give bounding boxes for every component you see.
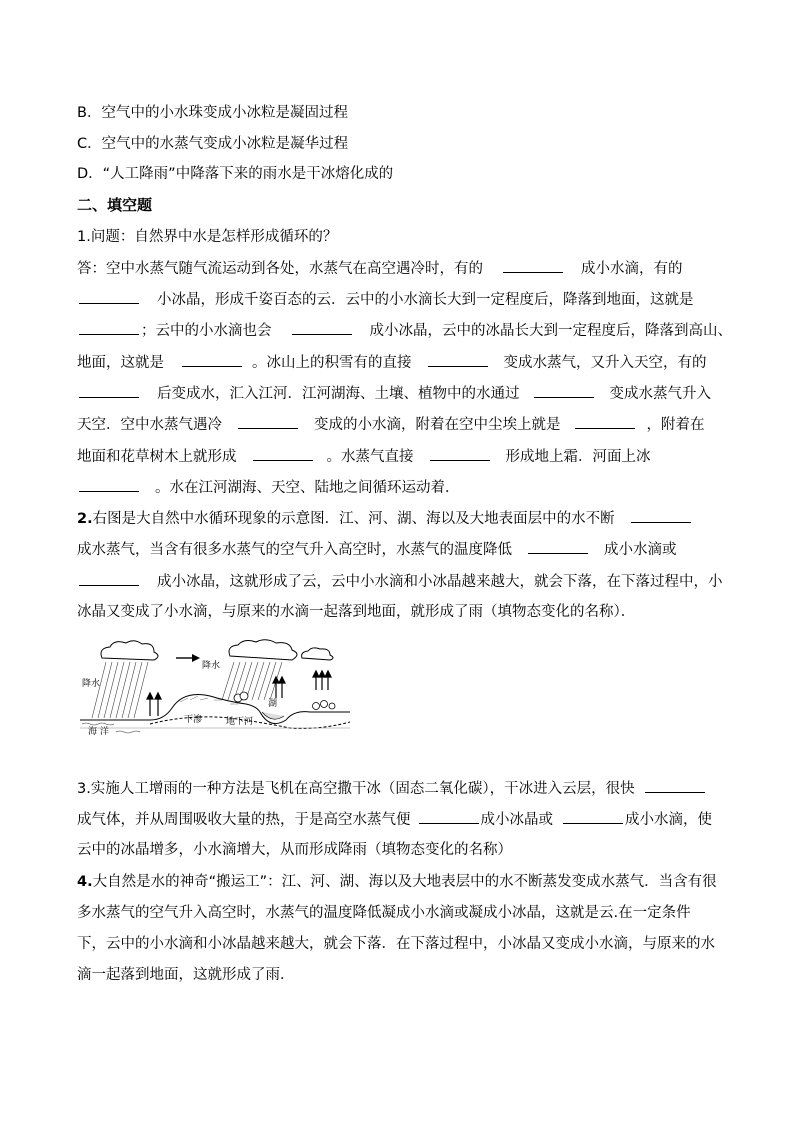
q4-text: 大自然是水的神奇“搬运工”：江、河、湖、海以及大地表层中的水不断蒸发变成水蒸气．当含有很 [92, 874, 717, 890]
q1-text: 地面和花草树木上就形成 [77, 449, 237, 465]
q1-text: 成小冰晶，云中的冰晶长大到一定程度后，降落到高山、 [369, 323, 732, 339]
q1-text: 。水蒸气直接 [326, 449, 414, 465]
answer-blank[interactable] [79, 383, 139, 398]
q2-number: 2. [77, 511, 93, 527]
water-cycle-diagram [80, 638, 350, 736]
answer-blank[interactable] [182, 352, 242, 367]
q4-line-2 [77, 903, 727, 923]
answer-blank[interactable] [292, 320, 352, 335]
q3-line-3 [77, 840, 727, 860]
section-title: 二、填空题 [77, 196, 153, 214]
tree-icon [234, 692, 335, 710]
label-underground-river: 地下河 [226, 717, 254, 727]
label-lake: 湖 [268, 699, 278, 709]
q4-number: 4. [77, 874, 93, 890]
q3-text: 3.实施人工增雨的一种方法是飞机在高空撒干冰（固态二氧化碳），干冰进入云层，很快 [77, 781, 635, 797]
q1-line-7 [77, 414, 727, 435]
answer-blank[interactable] [528, 539, 588, 554]
q1-line-2 [77, 258, 727, 279]
q2-text: 成水蒸气，当含有很多水蒸气的空气升入高空时，水蒸气的温度降低 [77, 542, 512, 558]
rain-icon [222, 662, 282, 700]
q1-text: ，附着在 [646, 417, 705, 433]
answer-blank[interactable] [534, 383, 594, 398]
q2-text: 成小冰晶，这就形成了云，云中小水滴和小冰晶越来越大，就会下落，在下落过程中，小 [157, 574, 723, 590]
q1-line-3 [77, 289, 727, 310]
q2-text: 右图是大自然中水循环现象的示意图．江、河、湖、海以及大地表面层中的水不断 [92, 511, 615, 527]
rain-icon [92, 662, 148, 718]
cloud-icon [229, 640, 297, 660]
q3-text: 云中的冰晶增多，小水滴增大，从而形成降雨（填物态变化的名称） [77, 842, 512, 858]
q4-text: 下，云中的小水滴和小冰晶越来越大，就会下落．在下落过程中，小冰晶又变成小水滴，与原来的水 [77, 936, 715, 952]
q3-text: 成气体，并从周围吸收大量的热，于是高空水蒸气便 [77, 812, 411, 828]
answer-blank[interactable] [419, 809, 479, 824]
q1-text: ；云中的小水滴也会 [141, 323, 272, 339]
q2-text: 冰晶又变成了小水滴，与原来的水滴一起落到地面，就形成了雨（填物态变化的名称）． [77, 604, 636, 620]
q4-line-3 [77, 934, 727, 954]
q1-text: 天空．空中水蒸气遇冷 [77, 417, 222, 433]
q1-text: 。水在江河湖海、天空、陆地之间循环运动着． [155, 480, 460, 496]
answer-blank[interactable] [79, 571, 139, 586]
q1-line-8 [77, 446, 727, 467]
option-b: B．空气中的小水珠变成小冰粒是凝固过程 [77, 105, 348, 121]
q1-text: 变成的小水滴，附着在空中尘埃上就是 [314, 417, 561, 433]
q1-text: 小冰晶，形成千姿百态的云．云中的小水滴长大到一定程度后，降落到地面，这就是 [157, 292, 694, 308]
answer-blank[interactable] [430, 446, 490, 461]
q1-text: 变成水蒸气，又升入天空，有的 [503, 355, 707, 371]
label-ocean: 海 洋 [88, 727, 109, 736]
answer-blank[interactable] [238, 414, 298, 429]
q1-text: 1.问题：自然界中水是怎样形成循环的？ [77, 229, 338, 245]
q1-line-5 [77, 352, 727, 373]
q1-line-4 [77, 320, 732, 341]
q1-line-6 [77, 383, 727, 404]
q1-line-1 [77, 227, 727, 247]
label-precipitation-right: 降水 [202, 661, 221, 671]
q2-line-4 [77, 602, 727, 622]
q1-text: 成小水滴，有的 [581, 261, 683, 277]
option-d: D．“人工降雨”中降落下来的雨水是干冰熔化成的 [77, 166, 394, 182]
answer-blank[interactable] [563, 809, 623, 824]
q4-text: 多水蒸气的空气升入高空时，水蒸气的温度降低凝成小水滴或凝成小冰晶，这就是云.在一定条件 [77, 905, 691, 921]
hill-shading [180, 696, 238, 704]
q1-line-9 [77, 477, 727, 498]
q1-text: 后变成水，汇入江河．江河湖海、土壤、植物中的水通过 [157, 386, 520, 402]
q3-line-1 [77, 778, 727, 799]
cloud-icon [101, 641, 158, 660]
option-c: C．空气中的水蒸气变成小冰粒是凝华过程 [77, 136, 349, 152]
answer-blank[interactable] [645, 778, 705, 793]
q1-text: 变成水蒸气升入 [609, 386, 711, 402]
evaporation-arrows-icon [147, 671, 331, 716]
q1-text: 。冰山上的积雪有的直接 [252, 355, 412, 371]
q2-line-2 [77, 539, 727, 560]
answer-blank[interactable] [503, 258, 563, 273]
q4-line-1 [77, 872, 727, 892]
answer-blank[interactable] [575, 414, 635, 429]
q4-text: 滴一起落到地面，这就形成了雨． [77, 967, 295, 983]
q3-text: 成小冰晶或 [480, 812, 553, 828]
answer-blank[interactable] [79, 289, 139, 304]
label-precipitation-left: 降水 [82, 679, 101, 689]
arrow-right-icon [176, 654, 200, 662]
q2-line-3 [77, 571, 727, 592]
q3-text: 成小水滴，使 [625, 812, 712, 828]
label-infiltration: 下渗 [184, 715, 203, 725]
answer-blank[interactable] [428, 352, 488, 367]
q4-line-4 [77, 965, 727, 985]
q1-text: 形成地上霜．河面上冰 [505, 449, 651, 465]
answer-blank[interactable] [253, 446, 313, 461]
lake [262, 712, 284, 719]
cloud-icon [302, 648, 333, 660]
q2-line-1 [77, 508, 727, 529]
q2-text: 成小水滴或 [604, 542, 677, 558]
answer-blank[interactable] [79, 320, 139, 335]
q1-text: 地面，这就是 [77, 355, 164, 371]
answer-blank[interactable] [631, 508, 691, 523]
q3-line-2 [77, 809, 727, 830]
q1-text: 答：空中水蒸气随气流运动到各处，水蒸气在高空遇冷时，有的 [77, 261, 483, 277]
answer-blank[interactable] [79, 477, 139, 492]
